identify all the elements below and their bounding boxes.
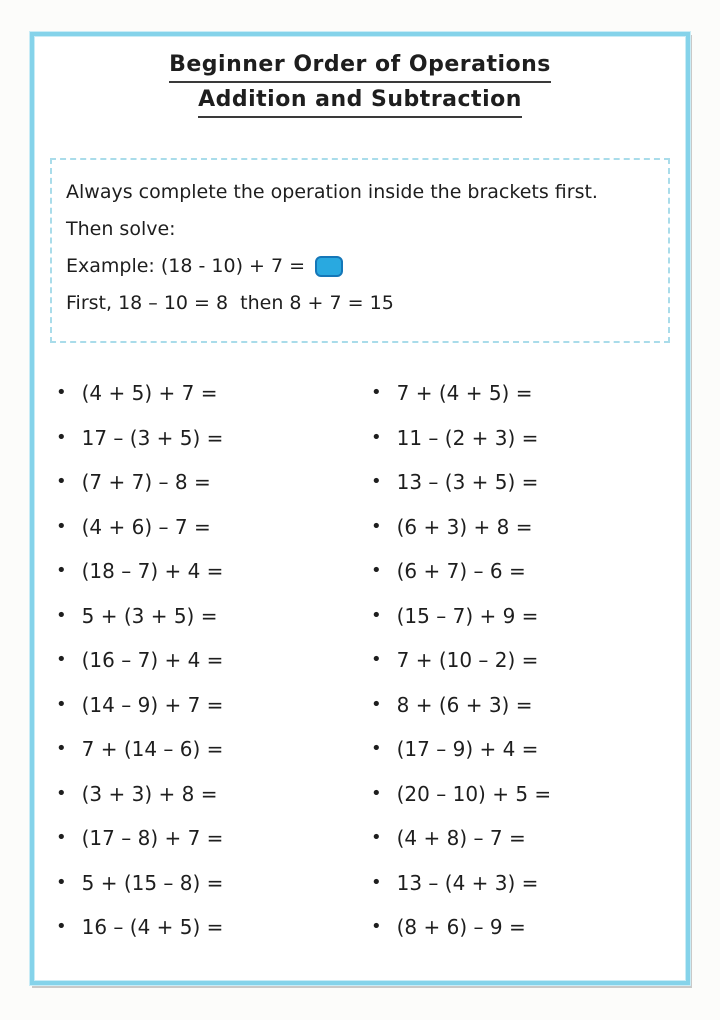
bullet-icon: • (371, 560, 382, 582)
bullet-icon: • (371, 604, 382, 626)
worksheet-page (30, 32, 690, 985)
problem-item (371, 505, 686, 550)
bullet-icon: • (56, 693, 67, 715)
problem-text: (17 – 8) + 7 = (81, 826, 224, 851)
problem-item (56, 638, 371, 683)
problem-item (56, 816, 371, 861)
problem-text: 5 + (3 + 5) = (81, 603, 218, 628)
problem-item (371, 460, 686, 505)
bullet-icon: • (56, 604, 67, 626)
problem-item (56, 460, 371, 505)
bullet-icon: • (56, 827, 67, 849)
problem-item (371, 816, 686, 861)
answer-box-icon (315, 256, 343, 277)
bullet-icon: • (371, 515, 382, 537)
problem-item (56, 549, 371, 594)
problem-text: (4 + 8) – 7 = (396, 826, 526, 851)
problem-text: 7 + (10 – 2) = (396, 648, 539, 673)
problems-column-right (371, 371, 686, 950)
problem-text: (4 + 6) – 7 = (81, 514, 211, 539)
bullet-icon: • (371, 916, 382, 938)
problem-text: (4 + 5) + 7 = (81, 381, 218, 406)
instruction-line-1: Always complete the operation inside the brackets first. (66, 181, 598, 203)
problem-text: (16 – 7) + 4 = (81, 648, 224, 673)
bullet-icon: • (371, 738, 382, 760)
example-text: Example: (18 - 10) + 7 = (66, 255, 306, 277)
bullet-icon: • (56, 871, 67, 893)
bullet-icon: • (56, 738, 67, 760)
bullet-icon: • (371, 827, 382, 849)
example-line (66, 253, 654, 279)
problem-text: 17 – (3 + 5) = (81, 425, 224, 450)
problem-item (56, 772, 371, 817)
example-solution: First, 18 – 10 = 8 then 8 + 7 = 15 (66, 292, 394, 314)
problem-item (56, 861, 371, 906)
problems-section (56, 371, 686, 950)
bullet-icon: • (56, 471, 67, 493)
bullet-icon: • (56, 782, 67, 804)
bullet-icon: • (56, 649, 67, 671)
problem-text: (15 – 7) + 9 = (396, 603, 539, 628)
problem-item (371, 772, 686, 817)
problem-text: 11 – (2 + 3) = (396, 425, 539, 450)
instruction-line-2: Then solve: (66, 218, 176, 240)
problem-text: 5 + (15 – 8) = (81, 870, 224, 895)
problem-item (371, 727, 686, 772)
bullet-icon: • (56, 916, 67, 938)
problem-item (371, 416, 686, 461)
problem-text: (6 + 7) – 6 = (396, 559, 526, 584)
problem-item (371, 861, 686, 906)
problem-item (371, 549, 686, 594)
problem-item (56, 505, 371, 550)
problem-item (56, 371, 371, 416)
bullet-icon: • (56, 560, 67, 582)
problem-text: (18 – 7) + 4 = (81, 559, 224, 584)
problem-text: 16 – (4 + 5) = (81, 915, 224, 940)
problem-item (56, 594, 371, 639)
problem-text: (7 + 7) – 8 = (81, 470, 211, 495)
bullet-icon: • (371, 871, 382, 893)
problem-text: (14 – 9) + 7 = (81, 692, 224, 717)
instructions-box (50, 158, 670, 343)
bullet-icon: • (371, 782, 382, 804)
problem-text: (8 + 6) – 9 = (396, 915, 526, 940)
problem-item (371, 683, 686, 728)
bullet-icon: • (371, 382, 382, 404)
problem-text: 13 – (3 + 5) = (396, 470, 539, 495)
problem-item (371, 371, 686, 416)
problems-column-left (56, 371, 371, 950)
problem-item (56, 727, 371, 772)
problem-item (56, 416, 371, 461)
problem-text: (20 – 10) + 5 = (396, 781, 552, 806)
problem-item (56, 905, 371, 950)
title-block (34, 48, 686, 118)
problem-text: 13 – (4 + 3) = (396, 870, 539, 895)
problem-text: 7 + (4 + 5) = (396, 381, 533, 406)
bullet-icon: • (371, 693, 382, 715)
problem-item (371, 638, 686, 683)
bullet-icon: • (371, 471, 382, 493)
problem-text: (3 + 3) + 8 = (81, 781, 218, 806)
bullet-icon: • (56, 515, 67, 537)
bullet-icon: • (371, 426, 382, 448)
page-title: Beginner Order of Operations (169, 48, 551, 83)
problem-text: 7 + (14 – 6) = (81, 737, 224, 762)
bullet-icon: • (56, 426, 67, 448)
page-subtitle: Addition and Subtraction (198, 83, 522, 118)
bullet-icon: • (56, 382, 67, 404)
problem-text: (6 + 3) + 8 = (396, 514, 533, 539)
problem-item (371, 905, 686, 950)
problem-item (371, 594, 686, 639)
problem-item (56, 683, 371, 728)
bullet-icon: • (371, 649, 382, 671)
problem-text: (17 – 9) + 4 = (396, 737, 539, 762)
problem-text: 8 + (6 + 3) = (396, 692, 533, 717)
